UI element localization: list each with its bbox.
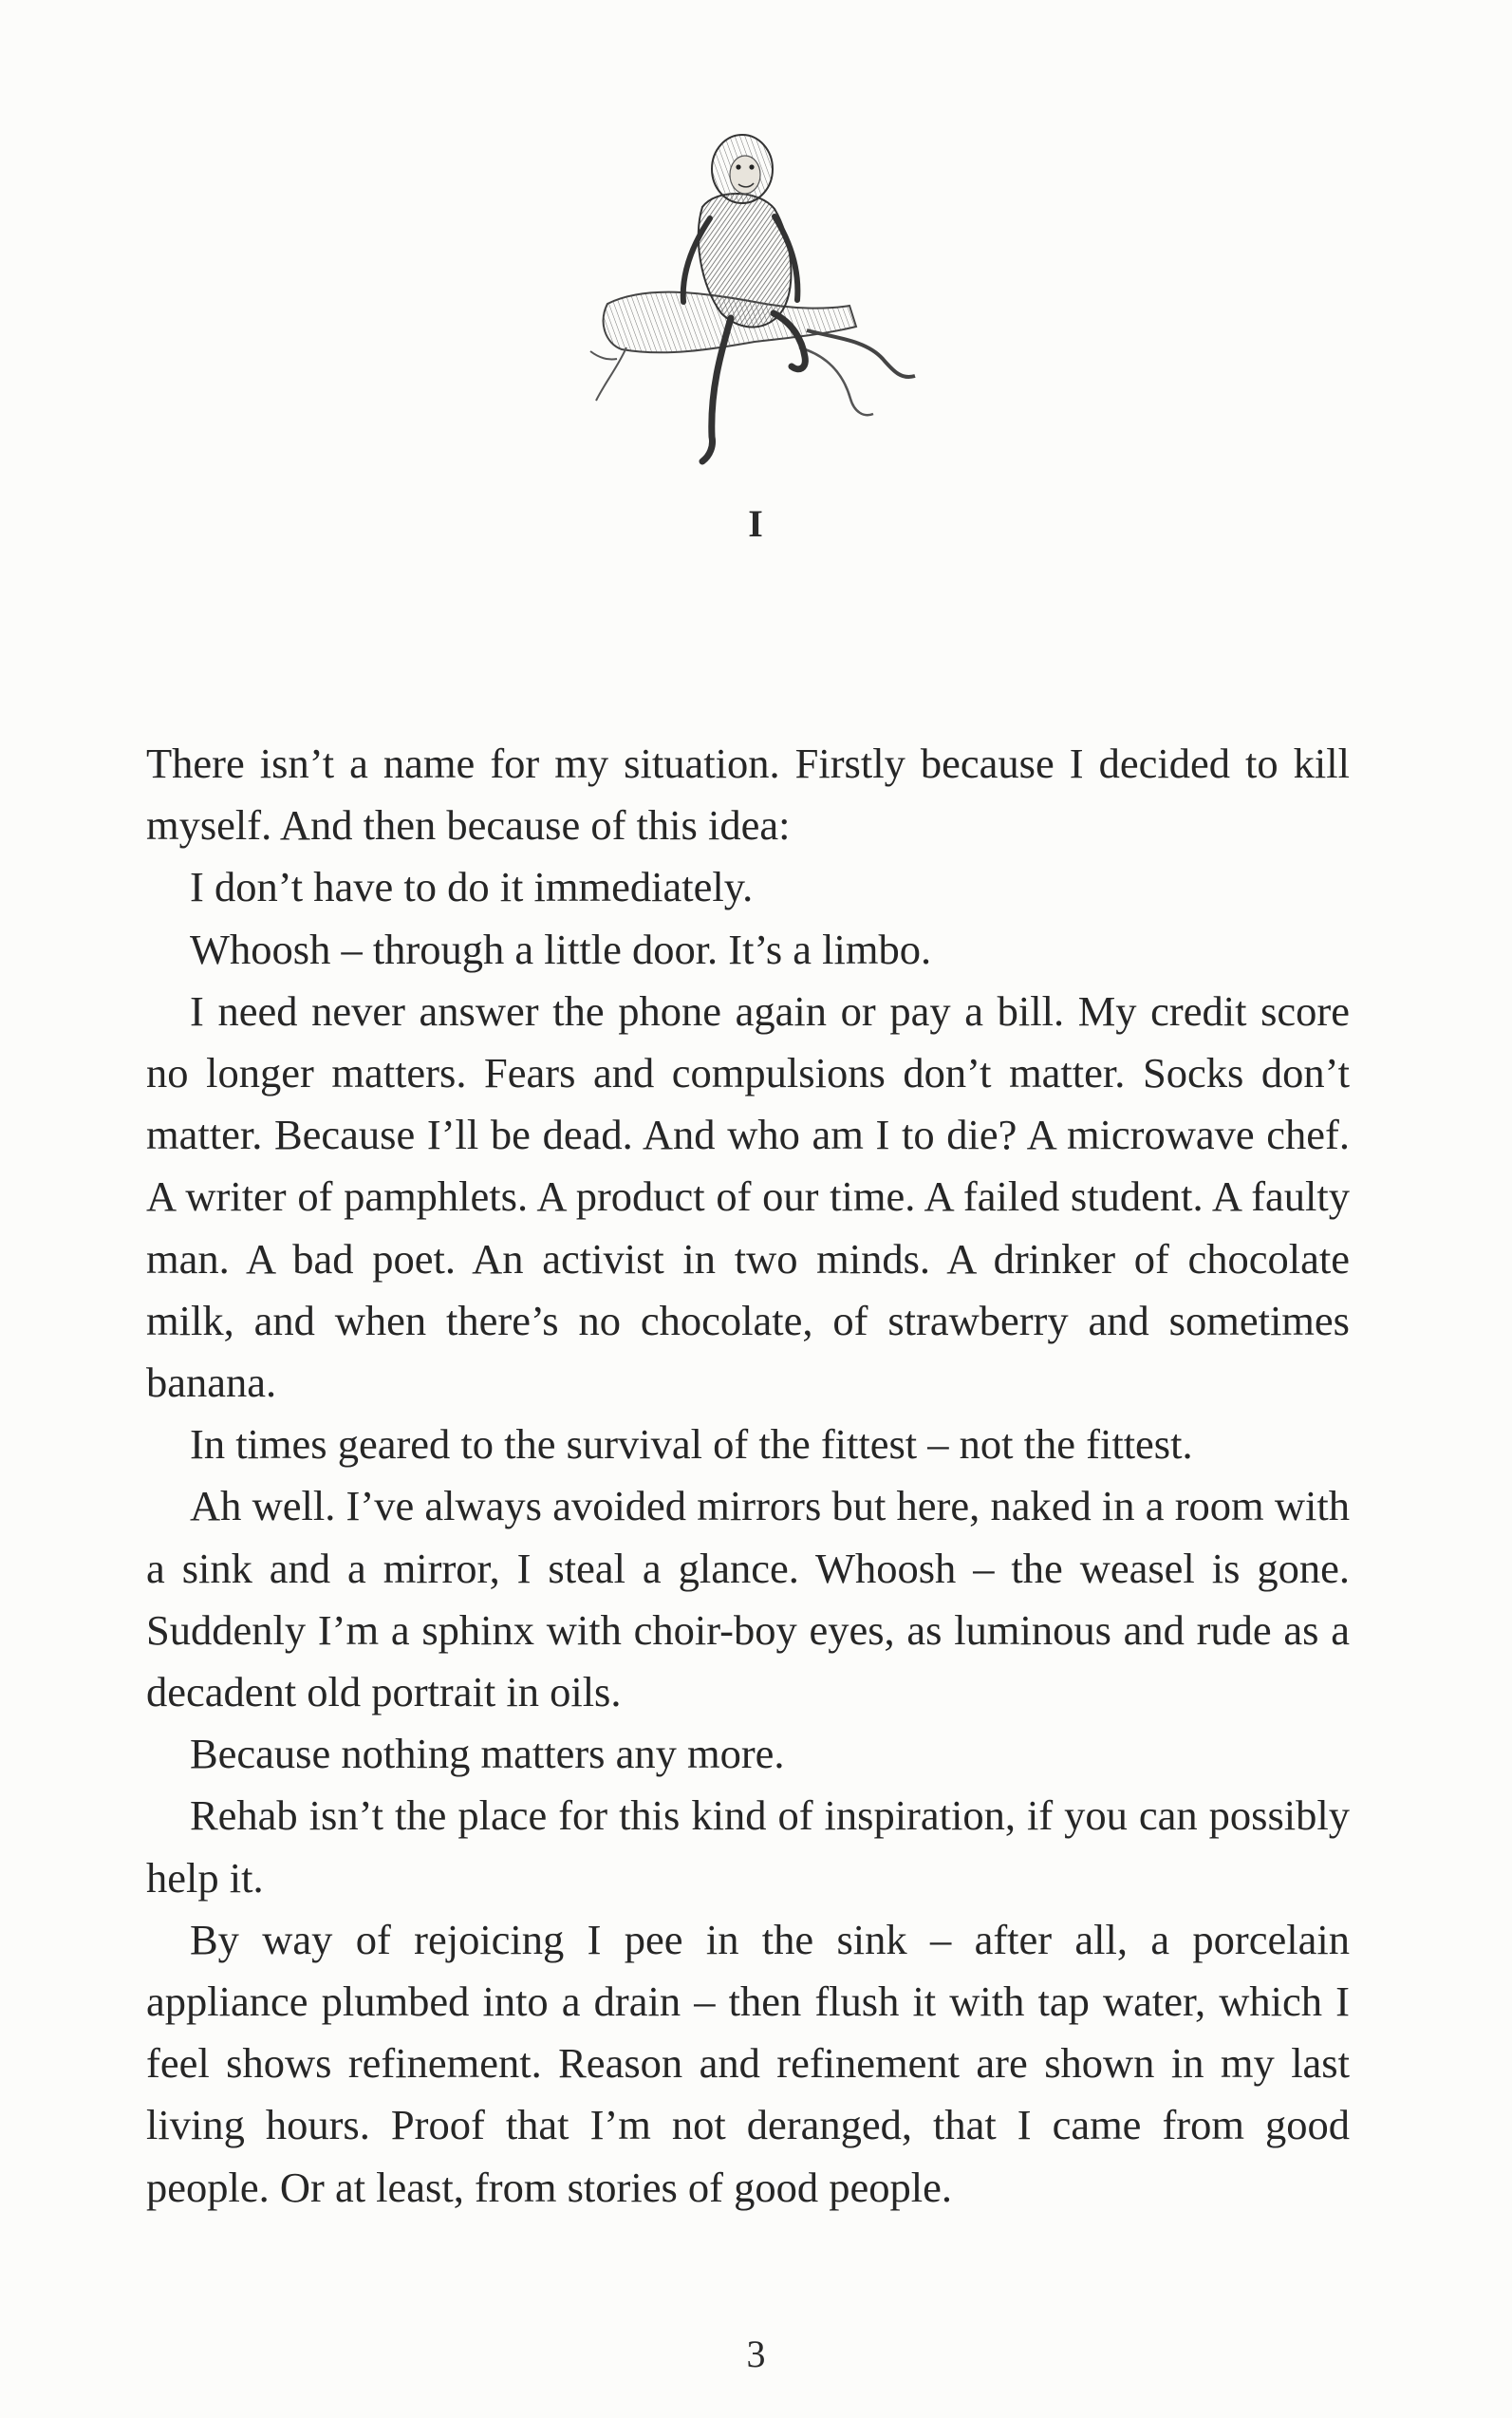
monkey-on-branch-icon: [588, 123, 930, 484]
paragraph: Whoosh – through a little door. It’s a limbo.: [190, 925, 932, 973]
paragraph: I need never answer the phone again or pay a bill. My credit score no longer matters. Fears and compulsions don’t matter. Socks don’t matter. Because I’ll be dead. And who am I to die? A microwave chef. A writer of pamphlets. A product of our time. A failed student. A faulty man. A bad poet. An activist in two minds. A drinker of chocolate milk, and when there’s no chocolate, of strawberry and sometimes banana.: [146, 986, 1350, 1407]
paragraph: In times geared to the survival of the fittest – not the fittest.: [190, 1420, 1193, 1469]
paragraph: There isn’t a name for my situation. Firstly because I decided to kill myself. And then because of this idea:: [146, 740, 1350, 850]
paragraph: Rehab isn’t the place for this kind of inspiration, if you can possibly help it.: [146, 1791, 1350, 1902]
chapter-body-text: [146, 733, 1350, 2219]
paragraph: Because nothing matters any more.: [190, 1730, 785, 1778]
paragraph: I don’t have to do it immediately.: [190, 863, 754, 911]
page-number: 3: [746, 2333, 766, 2375]
paragraph: By way of rejoicing I pee in the sink – after all, a porcelain appliance plumbed into a drain – then flush it with tap water, which I feel shows refinement. Reason and refinement are shown in my last living hours. Proof that I’m not deranged, that I came from good people. Or at least, from stories of good people.: [146, 1915, 1350, 2211]
paragraph: Ah well. I’ve always avoided mirrors but here, naked in a room with a sink and a mirror, I steal a glance. Whoosh – the weasel is gone. Suddenly I’m a sphinx with choir-boy eyes, as luminous and rude as a decadent old portrait in oils.: [146, 1482, 1350, 1716]
chapter-number: I: [748, 502, 764, 545]
